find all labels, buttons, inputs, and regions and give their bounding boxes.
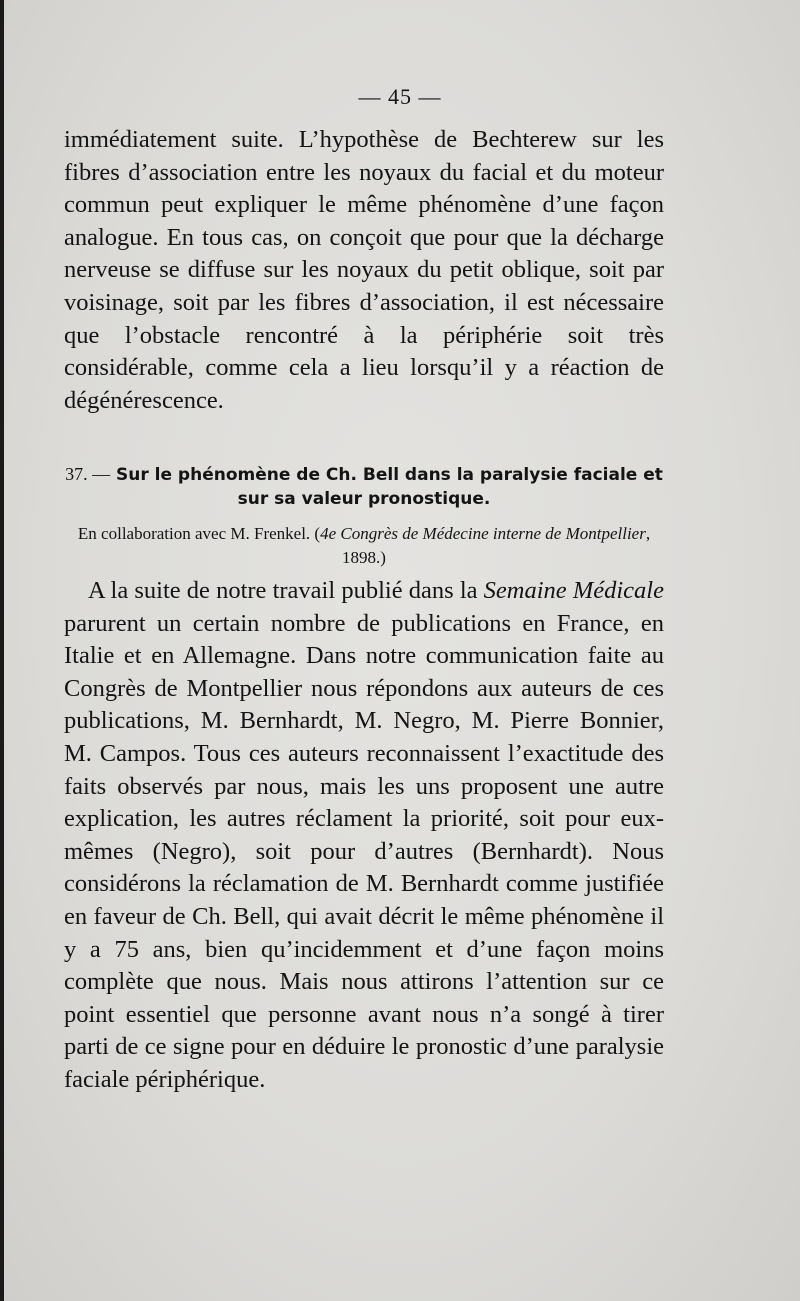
paragraph-text: immédiatement suite. L’hypothèse de Bechterew sur les fibres d’association entre les noyaux du facial et du moteur commun peut expliquer le même phénomène d’une façon analogue. En tous cas, on conçoit que pour que la décharge nerveuse se diffuse sur les noyaux du petit oblique, soit par voisinage, soit par les fibres d’association, il est nécessaire que l’obstacle rencontré à la périphérie soit très considérable, comme cela a lieu lorsqu’il y a réaction de dégénérescence.	[64, 126, 664, 414]
paragraph-continuation	[64, 124, 664, 417]
collab-prefix: En collaboration avec M. Frenkel. (	[77, 524, 321, 543]
page-number: — 45 —	[358, 84, 442, 109]
paragraph-text	[64, 575, 664, 1097]
paragraph-part-1: A la suite de notre travail publié dans la	[88, 577, 484, 604]
paragraph-main	[64, 575, 664, 1097]
journal-title: Semaine Médicale	[483, 577, 664, 604]
page-edge-shadow	[0, 0, 4, 1301]
section-number: 37. —	[65, 464, 111, 484]
paragraph-part-2: parurent un certain nombre de publications en France, en Italie et en Allemagne. Dans notre communication faite au Congrès de Montpellier nous répondons aux auteurs de ces publications, M. Bernhardt, M. Negro, M. Pierre Bonnier, M. Campos. Tous ces auteurs reconnaissent l’exactitude des faits observés par nous, mais les uns proposent une autre explication, les autres réclament la priorité, soit pour eux-mêmes (Negro), soit pour d’autres (Bernhardt). Nous considérons la réclamation de M. Bernhardt comme justifiée en faveur de Ch. Bell, qui avait décrit le même phénomène il y a 75 ans, bien qu’incidemment et d’une façon moins complète que nous. Mais nous attirons l’attention sur ce point essentiel que personne avant nous n’a songé à tirer parti de ce signe pour en déduire le pronostic d’une paralysie faciale périphérique.	[64, 609, 664, 1093]
section-heading	[64, 462, 664, 511]
collab-venue: 4e Congrès de Médecine interne de Montpellier	[320, 524, 646, 543]
collaboration-note	[64, 522, 664, 570]
section-title: Sur le phénomène de Ch. Bell dans la paralysie faciale et sur sa valeur pronostique.	[116, 465, 663, 509]
collab-suffix: , 1898.)	[342, 524, 651, 567]
